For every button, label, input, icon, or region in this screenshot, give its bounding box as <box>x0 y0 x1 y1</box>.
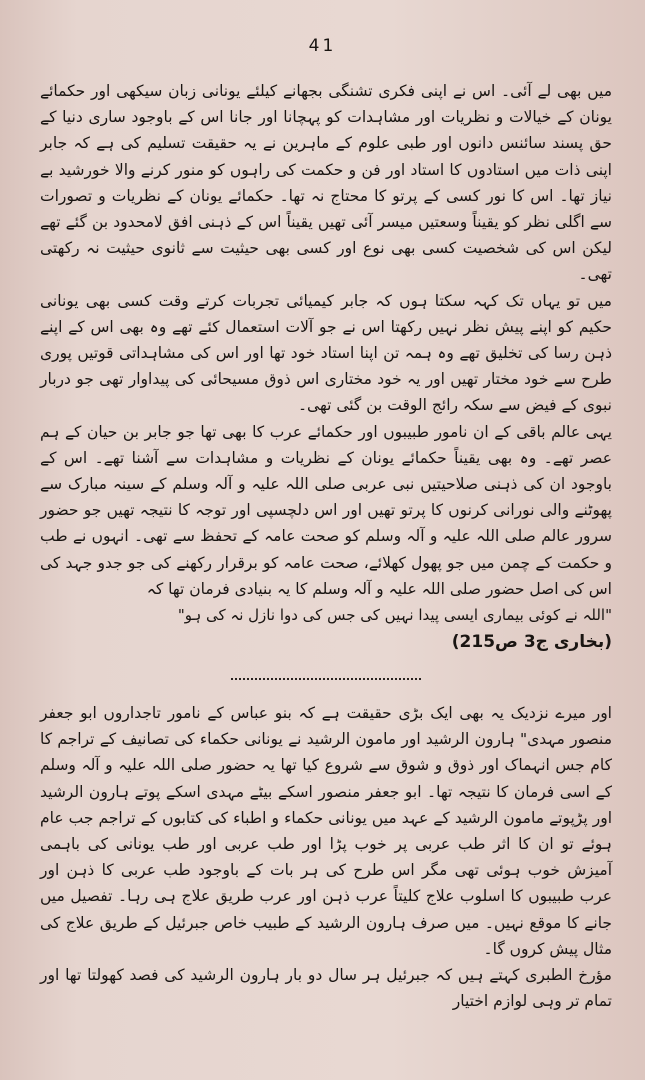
paragraph: میں تو یہاں تک کہہ سکتا ہوں کہ جابر کیمیائی تجربات کرتے وقت کسی بھی یونانی حکیم کو اپنے پیش نظر نہیں رکھتا اس نے جو آلات استعمال کئے تھے وہ بھی اس کے اپنے ذہن رسا کی تخلیق تھے وہ ہمہ تن اپنا استاد خود تھا اور اس کی مشاہداتی قوتیں پوری طرح سے خود مختار تھیں اور یہ خود مختاری اس ذوق مسیحائی کی پیداوار تھی جو دربار نبوی کے فیض سے سکہ رائج الوقت بن گئی تھی۔ <box>40 291 612 415</box>
section-divider <box>231 678 421 680</box>
hadith-quote: "اللہ نے کوئی بیماری ایسی پیدا نہیں کی جس کی دوا نازل نہ کی ہو" <box>177 606 612 625</box>
body-text <box>40 78 612 1015</box>
page-number: 41 <box>308 36 337 56</box>
paragraph: مؤرخ الطبری کہتے ہیں کہ جبرئیل ہر سال دو بار ہارون الرشید کی فصد کھولتا تھا اور تمام تر وہی لوازم اختیار <box>40 966 612 1011</box>
paragraph: میں بھی لے آئی۔ اس نے اپنی فکری تشنگی بجھانے کیلئے یونانی زبان سیکھی اور حکمائے یونان کے خیالات و نظریات اور مشاہدات کو پہچانا اور جانا اس کے باوجود ساری دنیا کے حق پسند سائنس دانوں اور طبی علوم کے ماہرین نے یہ حقیقت تسلیم کی ہے کہ جابر اپنی ذات میں استادوں کا استاد اور فن و حکمت کی راہوں کو منور کرنے والا خورشید بے نیاز تھا۔ اس کا نور کسی کے پرتو کا محتاج نہ تھا۔ حکمائے یونان کے نظریات و تصورات سے اگلی نظر کو یقیناً وسعتیں میسر آئی تھیں یقیناً اس کے ذہنی افق لامحدود بن گئے تھے لیکن اس کی شخصیت کسی بھی نوع اور کسی بھی حیثیت سے ثانوی حیثیت نہ رکھتی تھی۔ <box>40 82 612 284</box>
paragraph: اور میرے نزدیک یہ بھی ایک بڑی حقیقت ہے کہ بنو عباس کے نامور تاجداروں ابو جعفر منصور مہدی" ہارون الرشید اور مامون الرشید نے یونانی حکماء کی تصانیف کے تراجم کا کام جس انہماک اور ذوق و شوق سے شروع کیا تھا یہ حضور صلی اللہ علیہ و آلہ وسلم کے اسی فرمان کا نتیجہ تھا۔ ابو جعفر منصور اسکے بیٹے مہدی اسکے پوتے ہارون الرشید اور پڑپوتے مامون الرشید کے عہد میں یونانی حکماء و اطباء کی کتابوں کے تراجم جب عام ہوئے تو ان کا اثر طب عربی پر خوب پڑا اور طب عربی اور طب یونانی کی باہمی آمیزش خوب ہوئی تھی مگر اس طرح کی ہر بات کے باوجود طب عربی کا ذہن اور عرب طبیبوں کا اسلوب علاج کلیتاً عرب ذہن اور عرب طریق علاج ہی رہا۔ تفصیل میں جانے کا موقع نہیں۔ میں صرف ہارون الرشید کے طبیب خاص جبرئیل کے طریق علاج کی مثال پیش کروں گا۔ <box>40 704 612 958</box>
paragraph: یہی عالم باقی کے ان نامور طبیبوں اور حکمائے عرب کا بھی تھا جو جابر بن حیان کے ہم عصر تھے۔ وہ بھی یقیناً حکمائے یونان کے نظریات و مشاہدات سے آشنا تھے۔ اس کے باوجود ان کی ذہنی صلاحیتیں نبی عربی صلی اللہ علیہ و آلہ وسلم کے سینہ مبارک سے پھوٹنے والی نورانی کرنوں کا پرتو تھیں اور اس دلچسپی اور توجہ کا نتیجہ تھیں جو حضور سرور عالم صلی اللہ علیہ و آلہ وسلم کو صحت عامہ کے تحفظ سے تھی۔ انہوں نے طب و حکمت کے چمن میں جو پھول کھلائے، صحت عامہ کو برقرار رکھنے کی جو جدو جہد کی اس کی اصل حضور صلی اللہ علیہ و آلہ وسلم کا یہ بنیادی فرمان تھا کہ <box>40 422 612 598</box>
hadith-reference: (بخاری ج3 ص215) <box>451 632 612 653</box>
